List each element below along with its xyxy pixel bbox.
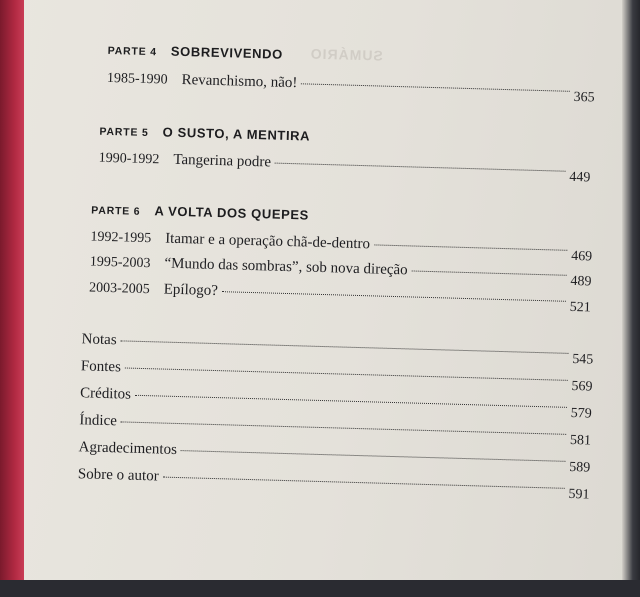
show-through-heading: SUMÁRIO [309,45,384,64]
entry-page: 589 [569,459,591,476]
toc-entry [106,70,595,106]
dot-leader [121,340,569,354]
part-number: PARTE 6 [91,204,141,218]
entry-page: 489 [570,273,592,290]
toc-entry [98,150,591,186]
entry-title: Índice [79,412,118,430]
toc-entry [88,279,591,316]
entry-years: 1995-2003 [89,254,151,272]
entry-page: 365 [573,89,595,106]
dot-leader [163,477,565,489]
dot-leader [301,83,569,91]
entry-years: 1985-1990 [106,70,168,88]
entry-years: 1992-1995 [90,229,152,247]
part-title: O SUSTO, A MENTIRA [162,124,311,144]
entry-title: Agradecimentos [78,439,178,458]
entry-title: Fontes [80,358,122,376]
part-heading [108,42,283,62]
entry-title: Notas [81,331,117,349]
entry-page: 449 [569,169,591,186]
part-heading [99,123,310,144]
entry-page: 469 [570,248,593,265]
dot-leader [121,421,566,434]
entry-years: 2003-2005 [88,280,150,298]
entry-page: 581 [569,432,592,449]
entry-page: 591 [568,486,590,503]
dot-leader [275,163,566,172]
part-title: A VOLTA DOS QUEPES [154,203,310,223]
entry-years: 1990-1992 [98,150,160,168]
dot-leader [374,244,567,250]
entry-title: Tangerina podre [173,151,272,171]
entry-title: Revanchismo, não! [181,71,298,92]
part-number: PARTE 4 [107,44,158,59]
entry-page: 579 [570,405,592,422]
entry-title: Créditos [79,385,132,403]
part-title: SOBREVIVENDO [170,43,284,62]
dot-leader [181,450,566,462]
entry-page: 569 [571,378,593,395]
toc-entry [77,466,590,503]
entry-title: Epílogo? [163,281,219,300]
entry-title: Itamar e a operação chã-de-dentro [164,230,371,253]
entry-title: Sobre o autor [77,466,159,485]
part-number: PARTE 5 [99,125,149,140]
entry-page: 521 [569,299,591,316]
part-heading [91,202,309,223]
dot-leader [135,395,567,408]
entry-title: “Mundo das sombras”, sob nova direção [164,255,408,279]
dot-leader [222,291,566,302]
dot-leader [125,367,568,380]
dot-leader [412,270,567,275]
entry-page: 545 [572,351,594,368]
